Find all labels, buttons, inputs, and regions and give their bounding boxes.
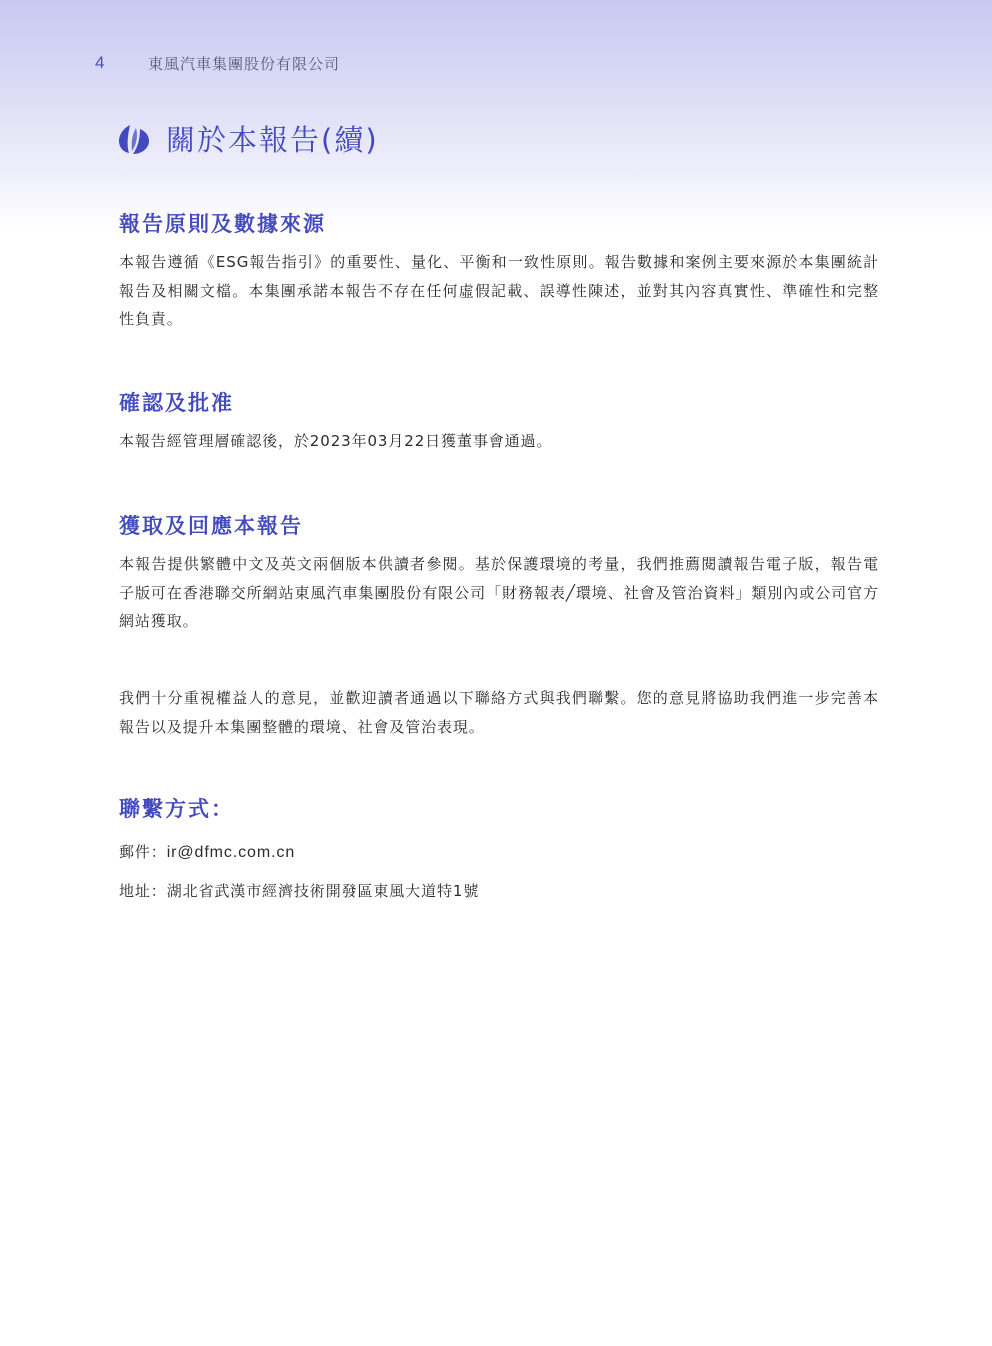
section-feedback <box>119 684 879 741</box>
section-heading: 確認及批准 <box>119 391 234 415</box>
paragraph: 本報告提供繁體中文及英文兩個版本供讀者參閱。基於保護環境的考量，我們推薦閱讀報告電子版，報告電子版可在香港聯交所網站東風汽車集團股份有限公司「財務報表╱環境、社會及管治資料」類別內或公司官方網站獲取。 <box>119 555 879 630</box>
email-link[interactable]: ir@dfmc.com.cn <box>166 844 296 861</box>
section-heading: 獲取及回應本報告 <box>119 514 303 538</box>
address-value: 湖北省武漢市經濟技術開發區東風大道特1號 <box>166 882 480 900</box>
leaf-icon <box>116 121 152 157</box>
company-name: 東風汽車集團股份有限公司 <box>148 54 341 73</box>
section-contact <box>119 793 879 910</box>
running-header <box>95 52 340 74</box>
section-heading: 報告原則及數據來源 <box>119 212 326 236</box>
paragraph: 本報告經管理層確認後，於2023年03月22日獲董事會通過。 <box>119 432 553 450</box>
section-access <box>119 510 879 636</box>
title-row <box>116 118 379 159</box>
page-title: 關於本報告(續) <box>166 123 379 157</box>
address-label: 地址： <box>119 882 167 900</box>
paragraph: 我們十分重視權益人的意見，並歡迎讀者通過以下聯絡方式與我們聯繫。您的意見將協助我們進一步完善本報告以及提升本集團整體的環境、社會及管治表現。 <box>119 689 879 736</box>
email-line <box>119 833 879 872</box>
section-principles <box>119 208 879 334</box>
contact-heading: 聯繫方式： <box>119 797 234 821</box>
paragraph: 本報告遵循《ESG報告指引》的重要性、量化、平衡和一致性原則。報告數據和案例主要來源於本集團統計報告及相關文檔。本集團承諾本報告不存在任何虛假記載、誤導性陳述，並對其內容真實性、準確性和完整性負責。 <box>119 253 879 328</box>
page-number: 4 <box>95 53 105 72</box>
address-line <box>119 872 879 910</box>
email-label: 郵件： <box>119 843 167 861</box>
section-approval <box>119 387 879 456</box>
header-band <box>0 0 992 230</box>
